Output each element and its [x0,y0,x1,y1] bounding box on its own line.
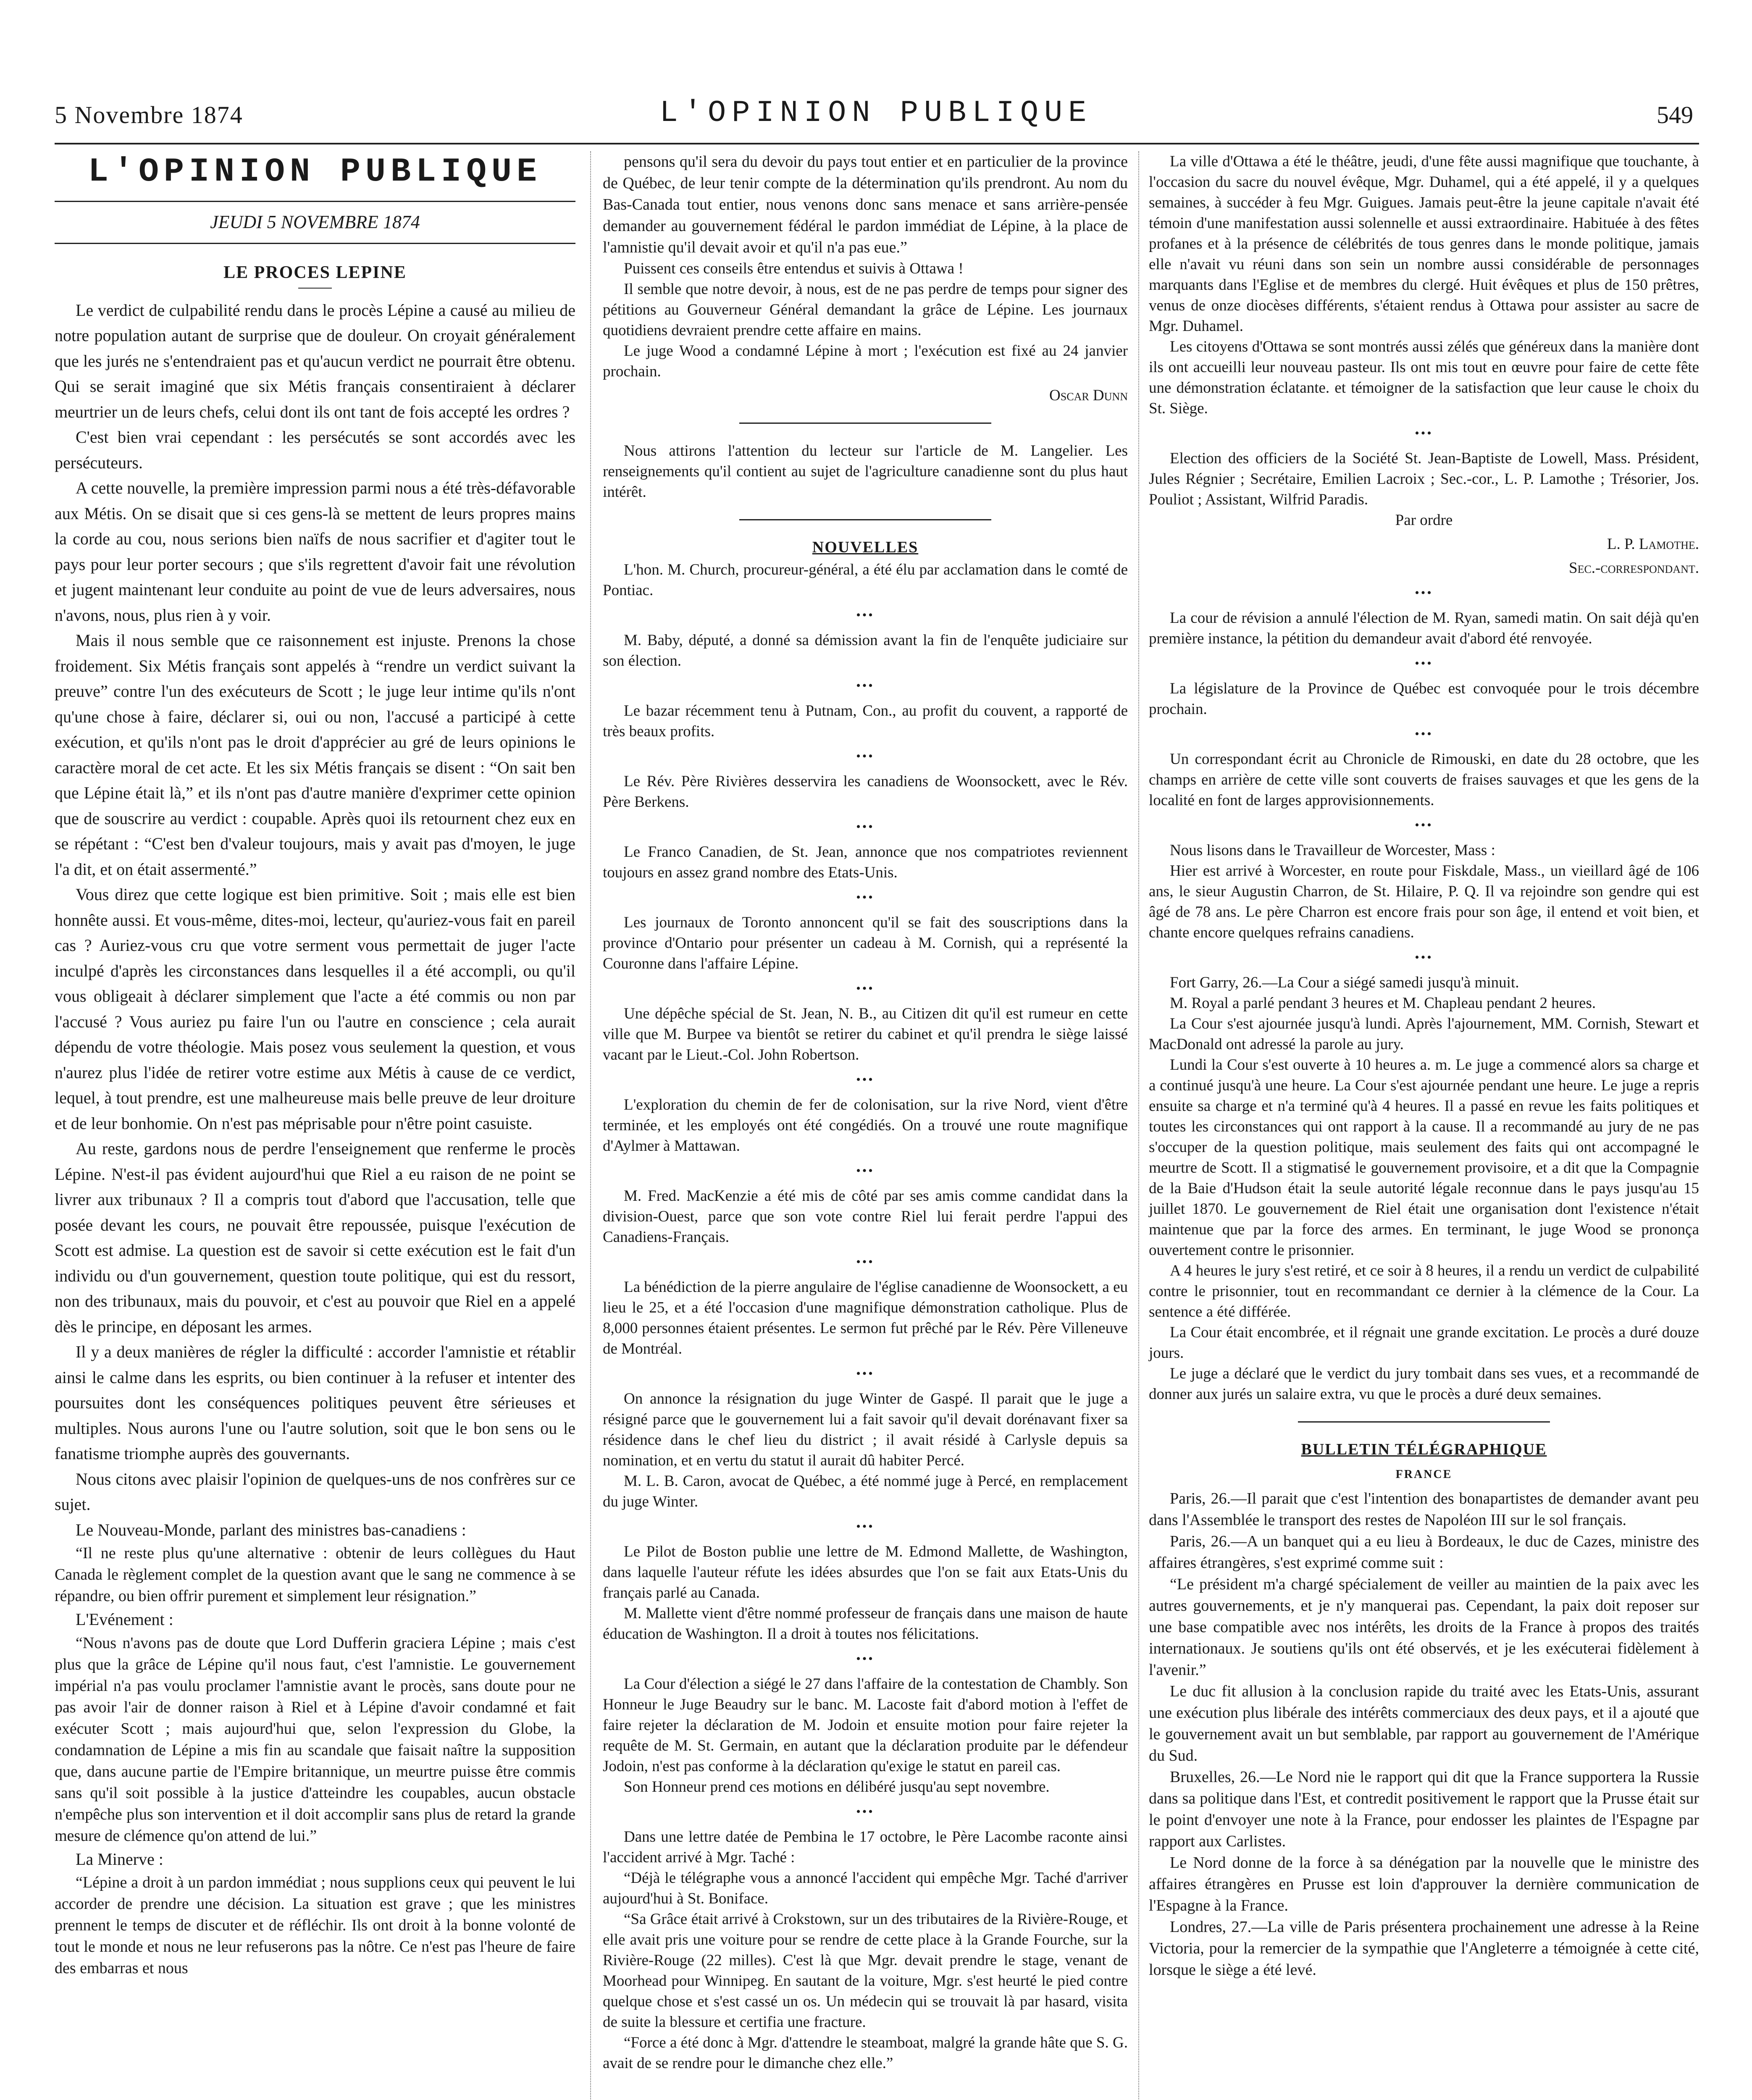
paragraph: Nous citons avec plaisir l'opinion de quelques-uns de nos confrères sur ce sujet. [55,1469,575,1514]
paragraph: M. Royal a parlé pendant 3 heures et M. Chapleau pendant 2 heures. [1170,995,1596,1012]
news-item: M. Baby, député, a donné sa démission avant la fin de l'enquête judiciaire sur son élection. [603,632,1128,669]
paragraph: Election des officiers de la Société St. Jean-Baptiste de Lowell, Mass. Président, Jules Régnier ; Secrétaire, Emilien Lacroix ; Sec.-cor., L. P. Lamothe ; Trésorier, Jos. Pouliot ; Assistant, Wilfrid Paradis. [1149,450,1699,508]
paragraph: Le juge Wood a condamné Lépine à mort ; l'exécution est fixé au 24 janvier prochain. [603,342,1128,380]
paragraph: C'est bien vrai cependant : les persécutés se sont accordés avec les persécuteurs. [55,428,575,472]
ornament: ••• [856,1073,875,1087]
quotation: “Nous n'avons pas de doute que Lord Dufferin graciera Lépine ; mais c'est plus que la grâce de Lépine qu'il nous faut, c'est l'amnistie. Le gouvernement impérial n'a pas voulu proclamer l'amnistie avant le procès, sans doute pour ne pas avoir l'air de donner raison à Riel et à Lépine d'avoir condamné et fait exécuter Scott ; mais aujourd'hui que, selon l'expression du Globe, la condamnation de Lépine a mis fin au scandale que faisait naître la supposition que, dans aucune partie de l'Empire britannique, un meurtre puisse être commis sans qu'il soit possible à la justice d'atteindre les coupables, aucun obstacle n'empêche plus son intervention et il doit accomplir sans plus de retard la grande mesure de clémence qu'on attend de lui.” [55,1634,575,1845]
news-item: “Déjà le télégraphe vous a annoncé l'accident qui empêche Mgr. Taché d'arriver aujourd'hui à St. Boniface. [603,1869,1128,1907]
dispatch: Bruxelles, 26.—Le Nord nie le rapport qui dit que la France supportera la Russie dans sa politique dans l'Est, et contredit positivement le rapport que la Prusse était sur le point d'envoyer une note à la France, pour endosser les plaintes de l'Espagne par rapport aux Carlistes. [1149,1768,1699,1850]
column-divider [1138,151,1139,2100]
header-date: 5 Novembre 1874 [55,101,243,129]
ornament: ••• [856,820,875,834]
separator-rule [739,423,991,424]
section-heading: BULLETIN TÉLÉGRAPHIQUE [1301,1441,1547,1458]
ornament: ••• [856,608,875,622]
paragraph: Le Nouveau-Monde, parlant des ministres bas-canadiens : [76,1520,466,1539]
article-heading: LE PROCES LEPINE [223,262,407,282]
paragraph: La Cour était encombrée, et il régnait une grande excitation. Le procès a duré douze jours. [1149,1324,1699,1362]
header-rule [55,143,1699,144]
paragraph: La ville d'Ottawa a été le théâtre, jeudi, d'une fête aussi magnifique que touchante, à l'occasion du sacre du nouvel évêque, Mgr. Duhamel, qui a été appelé, il y a quelques semaines, à succéder à feu Mgr. Guigues. Jamais peut-être la jeune capitale n'avait été témoin d'une manifestation aussi solennelle et aussi extraordinaire. Habituée à des fêtes profanes et à la présence de célébrités de tous genres dans le monde politique, jamais elle n'avait vu réuni dans son sein un nombre aussi considérable de personnages marquants dans l'Eglise et de membres du clergé. Huit évêques et plus de 150 prêtres, venus de onze diocèses différents, s'étaient rendus à Ottawa pour assister au sacre de Mgr. Duhamel. [1149,153,1699,335]
paragraph: A 4 heures le jury s'est retiré, et ce soir à 8 heures, il a rendu un verdict de culpabilité contre le prisonnier, tout en recommandant ce dernier à la clémence de la Cour. La sentence a été différée. [1149,1262,1699,1320]
column-2 [603,151,1128,2074]
signature-role: Sec.-correspondant. [1569,559,1699,577]
paragraph: L'Evénement : [76,1610,173,1629]
dispatch: Paris, 26.—Il parait que c'est l'intention des bonapartistes de demander avant peu dans l'Assemblée le transport des restes de Napoléon III sur le sol français. [1149,1490,1699,1529]
ornament: ••• [1415,818,1433,832]
quotation: “Il ne reste plus qu'une alternative : obtenir de leurs collègues du Haut Canada le règlement complet de la question avant que le sang ne commence à se répandre, ou bien offrir purement et simplement leur résignation.” [55,1544,575,1605]
paragraph: Il y a deux manières de régler la difficulté : accorder l'amnistie et rétablir ainsi le calme dans les esprits, ou bien continuer à la refuser et intenter des poursuites dont les conséquences politiques peuvent être sérieuses et multiples. Nous aurons l'une ou l'autre solution, soit que le bon sens ou le fanatisme triomphe auprès des gouvernants. [55,1342,575,1463]
ornament: ••• [856,982,875,995]
ornament: ••• [856,1652,875,1666]
separator-rule [1298,1421,1550,1423]
masthead-rule [55,201,575,202]
news-item: La Cour d'élection a siégé le 27 dans l'affaire de la contestation de Chambly. Son Honneur le Juge Beaudry sur le banc. M. Lacoste fait d'abord motion à l'effet de faire rejeter la déclaration de M. Jodoin et ensuite motion pour faire rejeter la requête de M. St. Germain, en autant que la déclaration produite par le défendeur Jodoin, n'est pas conforme à la déclaration qu'exige le statut en pareil cas. [603,1675,1128,1775]
dispatch: Paris, 26.—A un banquet qui a eu lieu à Bordeaux, le duc de Cazes, ministre des affaires étrangères, s'est exprimé comme suit : [1149,1533,1699,1572]
ornament: ••• [1415,950,1433,964]
paragraph: La législature de la Province de Québec est convoquée pour le trois décembre prochain. [1149,680,1699,718]
page-number: 549 [1657,101,1693,129]
paragraph: A cette nouvelle, la première impression parmi nous a été très-défavorable aux Métis. On se disait que si ces gens-là se mettent de leurs propres mains la corde au cou, nous serions bien naïfs de nous sacrifier et d'agiter tout le pays pour leur porter secours ; que s'ils regrettent d'avoir fait une révolution et jugent maintenant leur conduite au point de vue de leurs adversaires, nous n'avons, nous, plus rien à y voir. [55,478,575,625]
news-item: Le Rév. Père Rivières desservira les canadiens de Woonsockett, avec le Rév. Père Berkens. [603,773,1128,811]
paragraph: Hier est arrivé à Worcester, en route pour Fiskdale, Mass., un vieillard âgé de 106 ans, le sieur Augustin Charron, de St. Hilaire, P. Q. Il va rejoindre son gendre qui est âgé de 78 ans. Le père Charron est encore frais pour son âge, il entend et voit bien, et chante encore quelques refrains canadiens. [1149,862,1699,941]
ornament: ••• [856,890,875,904]
paragraph: Fort Garry, 26.—La Cour a siégé samedi jusqu'à minuit. [1170,974,1519,991]
signature: L. P. Lamothe. [1607,536,1699,553]
paragraph: Le juge a déclaré que le verdict du jury tombait dans ses vues, et a recommandé de donner aux jurés un salaire extra, vu que le procès a duré deux semaines. [1149,1365,1699,1403]
news-item: Le Pilot de Boston publie une lettre de M. Edmond Mallette, de Washington, dans laquelle l'auteur réfute les idées absurdes que l'on se fait aux Etats-Unis du français parlé au Canada. [603,1543,1128,1601]
dispatch: Le Nord donne de la force à sa dénégation par la nouvelle que le ministre des affaires étrangères en Prusse est loin d'approuver la dernière communication de l'Espagne à la France. [1149,1854,1699,1914]
ornament: ••• [856,679,875,693]
paragraph: Vous direz que cette logique est bien primitive. Soit ; mais elle est bien honnête aussi. Et vous-même, dites-moi, lecteur, qu'auriez-vous fait en pareil cas ? Auriez-vous cru que votre serment vous permettait de juger l'acte inculpé d'après les circonstances dans lesquelles il a été accompli, ou qu'il vous obligeait à déclarer simplement que l'acte a été commis ou non par l'accusé ? Vous auriez pu faire l'un ou l'autre en conscience ; cela aurait dépendu de votre théologie. Mais posez vous seulement la question, et vous n'aurez plus l'idée de retirer votre estime aux Métis à cause de ce verdict, lequel, à tout prendre, est une malheureuse mais belle preuve de leur droiture et de leur bonhomie. On n'est pas méprisable pour n'être point casuiste. [55,885,575,1133]
paragraph: La Minerve : [76,1849,163,1869]
ornament: ••• [856,1805,875,1819]
news-item: Le Franco Canadien, de St. Jean, annonce que nos compatriotes reviennent toujours en assez grand nombre des Etats-Unis. [603,843,1128,881]
paragraph: La cour de révision a annulé l'élection de M. Ryan, samedi matin. On sait déjà qu'en première instance, la pétition du demandeur avait d'abord été renvoyée. [1149,609,1699,647]
news-item: M. Mallette vient d'être nommé professeur de français dans une maison de haute éducation de Washington. Il a droit à toutes nos félicitations. [603,1605,1128,1643]
dispatch: “Le président m'a chargé spécialement de veiller au maintien de la paix avec les autres gouvernements, et je n'y manquerai pas. Cependant, la paix doit reposer sur une base compatible avec nos intérêts, les droits de la France à propos des traités internationaux. Je soutiens qu'ils ont été observés, et je les exécuterai fidèlement à l'avenir.” [1149,1575,1699,1679]
news-item: Son Honneur prend ces motions en délibéré jusqu'au sept novembre. [624,1778,1050,1796]
masthead: L'OPINION PUBLIQUE [88,153,542,191]
order-line: Par ordre [1395,512,1453,529]
paragraph: Nous lisons dans le Travailleur de Worcester, Mass : [1170,842,1495,859]
column-1 [55,151,575,1979]
paragraph: Un correspondant écrit au Chronicle de Rimouski, en date du 28 octobre, que les champs en arrière de cette ville sont couverts de fraises sauvages et que les gens de la localité en font de larges approvisionnements. [1149,751,1699,809]
dateline: JEUDI 5 NOVEMBRE 1874 [210,212,420,232]
paragraph: Au reste, gardons nous de perdre l'enseignement que renferme le procès Lépine. N'est-il pas évident aujourd'hui que Riel a eu raison de ne point se livrer aux tribunaux ? Il a compris tout d'abord que l'accusation, telle que posée devant les cours, ne pouvait être repoussée, puisque l'exécution de Scott est admise. La question est de savoir si cette exécution est le fait d'un individu ou d'un gouvernement, question toute politique, qui est du ressort, non des tribunaux, mais du pouvoir, et c'est au pouvoir que Riel en a appelé dès le principe, en déposant les armes. [55,1139,575,1336]
separator-rule [739,519,991,520]
paragraph: Puissent ces conseils être entendus et suivis à Ottawa ! [624,260,964,277]
heading-rule [298,288,332,289]
dispatch: Le duc fit allusion à la conclusion rapide du traité avec les Etats-Unis, assurant une exécution plus libérale des intérêts commerciaux des deux pays, et il a ajouté que le gouvernement avait un but semblable, par rapport au gouvernement de l'Amérique du Sud. [1149,1683,1699,1764]
news-item: M. Fred. MacKenzie a été mis de côté par ses amis comme candidat dans la division-Ouest, parce que son vote contre Riel lui ferait perdre l'appui des Canadiens-Français. [603,1187,1128,1246]
running-header [0,88,1752,139]
news-item: “Force a été donc à Mgr. d'attendre le steamboat, malgré la grande hâte que S. G. avait de se rendre pour le dimanche chez elle.” [603,2034,1128,2072]
news-item: L'hon. M. Church, procureur-général, a été élu par acclamation dans le comté de Pontiac. [603,561,1128,599]
paragraph: Nous attirons l'attention du lecteur sur l'article de M. Langelier. Les renseignements qu'il contient au sujet de l'agriculture canadienne sont du plus haut intérêt. [603,442,1128,501]
ornament: ••• [856,1520,875,1533]
column-divider [590,151,591,2100]
news-item: Le bazar récemment tenu à Putnam, Con., au profit du couvent, a rapporté de très beaux profits. [603,702,1128,740]
ornament: ••• [1415,586,1433,600]
paragraph: pensons qu'il sera du devoir du pays tout entier et en particulier de la province de Québec, de leur tenir compte de la détermination qu'ils prendront. Au nom du Bas-Canada tout entier, nous venons donc sans menace et sans arrière-pensée demander au gouvernement fédéral le pardon immédiat de Lépine, à la place de l'amnistie qu'il devait avoir et qu'il n'a pas eue.” [603,153,1128,256]
news-item: La bénédiction de la pierre angulaire de l'église canadienne de Woonsockett, a eu lieu le 25, et a été l'occasion d'une magnifique démonstration catholique. Plus de 8,000 personnes étaient présentes. Le sermon fut prêché par le Rév. Père Villeneuve de Montréal. [603,1278,1128,1357]
news-item: Une dépêche spécial de St. Jean, N. B., au Citizen dit qu'il est rumeur en cette ville que M. Burpee va bientôt se retirer du cabinet et qu'il prendra le siège laissé vacant par le Lieut.-Col. John Robertson. [603,1005,1128,1063]
news-item: Dans une lettre datée de Pembina le 17 octobre, le Père Lacombe raconte ainsi l'accident arrivé à Mgr. Taché : [603,1828,1128,1866]
paragraph: Mais il nous semble que ce raisonnement est injuste. Prenons la chose froidement. Six Métis français sont appelés à “rendre un verdict suivant la preuve” contre l'un des exécuteurs de Scott ; le juge leur intime qu'ils n'ont qu'une chose à faire, déclarer si, oui ou non, l'accusé a participé à cette exécution, et qu'ils n'ont pas le droit d'apprécier au gré de leurs opinions le caractère moral de cet acte. Et les six Métis français se disent : “On sait ben que Lépine était là,” et ils n'ont pas d'autre manière d'exprimer cette opinion que de souscrire au verdict : coupable. Après quoi ils retournent chez eux en se répétant : “C'est ben d'valeur toujours, mais y avait pas d'moyen, le juge l'a dit, et on était assermenté.” [55,631,575,879]
ornament: ••• [1415,426,1433,440]
dispatch: Londres, 27.—La ville de Paris présentera prochainement une adresse à la Reine Victoria, pour la remercier de la sympathie que l'Angleterre a témoignée à cette cité, lorsque le siège a été levé. [1149,1918,1699,1979]
news-item: L'exploration du chemin de fer de colonisation, sur la rive Nord, vient d'être terminée, et les employés ont été congédiés. On a trouvé une route magnifique d'Aylmer à Mattawan. [603,1096,1128,1155]
ornament: ••• [856,1367,875,1381]
paragraph: Le verdict de culpabilité rendu dans le procès Lépine a causé au milieu de notre population autant de surprise que de douleur. On croyait généralement que les jurés ne s'entendraient pas et qu'aucun verdict ne pourrait être obtenu. Qui se serait imaginé que six Métis français consentiraient à déclarer meurtrier un de leurs chefs, celui dont ils ont tant de fois accepté les ordres ? [55,300,575,421]
ornament: ••• [1415,727,1433,741]
paragraph: La Cour s'est ajournée jusqu'à lundi. Après l'ajournement, MM. Cornish, Stewart et MacDonald ont adressé la parole au jury. [1149,1015,1699,1053]
paragraph: Les citoyens d'Ottawa se sont montrés aussi zélés que généreux dans la manière dont ils ont accueilli leur nouveau pasteur. Ils ont mis tout en œuvre pour faire de cette fête une démonstration éclatante. et témoigner de la satisfaction que leur cause le choix du St. Siège. [1149,338,1699,417]
quotation: “Lépine a droit à un pardon immédiat ; nous supplions ceux qui peuvent le lui accorder de prendre une décision. La situation est grave ; que les ministres prennent le temps de discuter et de réfléchir. Ils ont droit à la bonne volonté de tout le monde et nous ne leur refuserons pas la nôtre. Ce n'est pas l'heure de faire des embarras et nous [55,1874,575,1977]
news-item: On annonce la résignation du juge Winter de Gaspé. Il parait que le juge a résigné parce que le gouvernement lui a fait savoir qu'il devait dorénavant fixer sa résidence dans le chef lieu du district ; il avait résidé à Carlysle depuis sa nomination, et en vertu du statut il aurait dû habiter Percé. [603,1390,1128,1469]
news-item: Les journaux de Toronto annoncent qu'il se fait des souscriptions dans la province d'Ontario pour présenter un cadeau à M. Cornish, qui a représenté la Couronne dans l'affaire Lépine. [603,914,1128,972]
news-item: “Sa Grâce était arrivé à Crokstown, sur un des tributaires de la Rivière-Rouge, et elle avait pris une voiture pour se rendre de cette place à la Grande Fourche, sur la Rivière-Rouge (22 milles). C'est là que Mgr. devait prendre le stage, venant de Moorhead pour Winnipeg. En sautant de la voiture, Mgr. s'est heurté le pied contre quelque chose et s'est cassé un os. Un médecin qui se trouvait là par hasard, visita de suite la blessure et certifia une fracture. [603,1911,1128,2031]
ornament: ••• [856,1255,875,1269]
header-title: L'OPINION PUBLIQUE [659,96,1093,130]
masthead-rule [55,243,575,244]
ornament: ••• [1415,656,1433,670]
column-3 [1149,151,1699,1981]
section-heading: NOUVELLES [812,538,919,556]
news-item: M. L. B. Caron, avocat de Québec, a été nommé juge à Percé, en remplacement du juge Winter. [603,1473,1128,1510]
paragraph: Il semble que notre devoir, à nous, est de ne pas perdre de temps pour signer des pétitions au Gouverneur Général demandant la grâce de Lépine. Les journaux quotidiens devraient prendre cette affaire en mains. [603,281,1128,339]
signature: Oscar Dunn [1049,387,1128,404]
ornament: ••• [856,749,875,763]
subsection-heading: FRANCE [1395,1468,1453,1481]
paragraph: Lundi la Cour s'est ouverte à 10 heures a. m. Le juge a commencé alors sa charge et a continué jusqu'à une heure. La Cour s'est ajournée pendant une heure. Le juge a repris ensuite sa charge et n'a terminé qu'à 4 heures. Il a passé en revue les faits politiques et toutes les circonstances qui ont rapport à la cause. Il a recommandé au jury de ne pas s'occuper de la question politique, mais seulement des faits qui ont accompagné le meurtre de Scott. Il a stigmatisé le gouvernement provisoire, et a dit que la Compagnie de la Baie d'Hudson était la seule autorité légale reconnue dans le pays jusqu'au 15 juillet 1870. Le gouvernement de Riel était une organisation dont l'existence n'était maintenue que par la force des armes. En terminant, le juge Wood se prononça ouvertement contre le prisonnier. [1149,1056,1699,1259]
ornament: ••• [856,1164,875,1178]
